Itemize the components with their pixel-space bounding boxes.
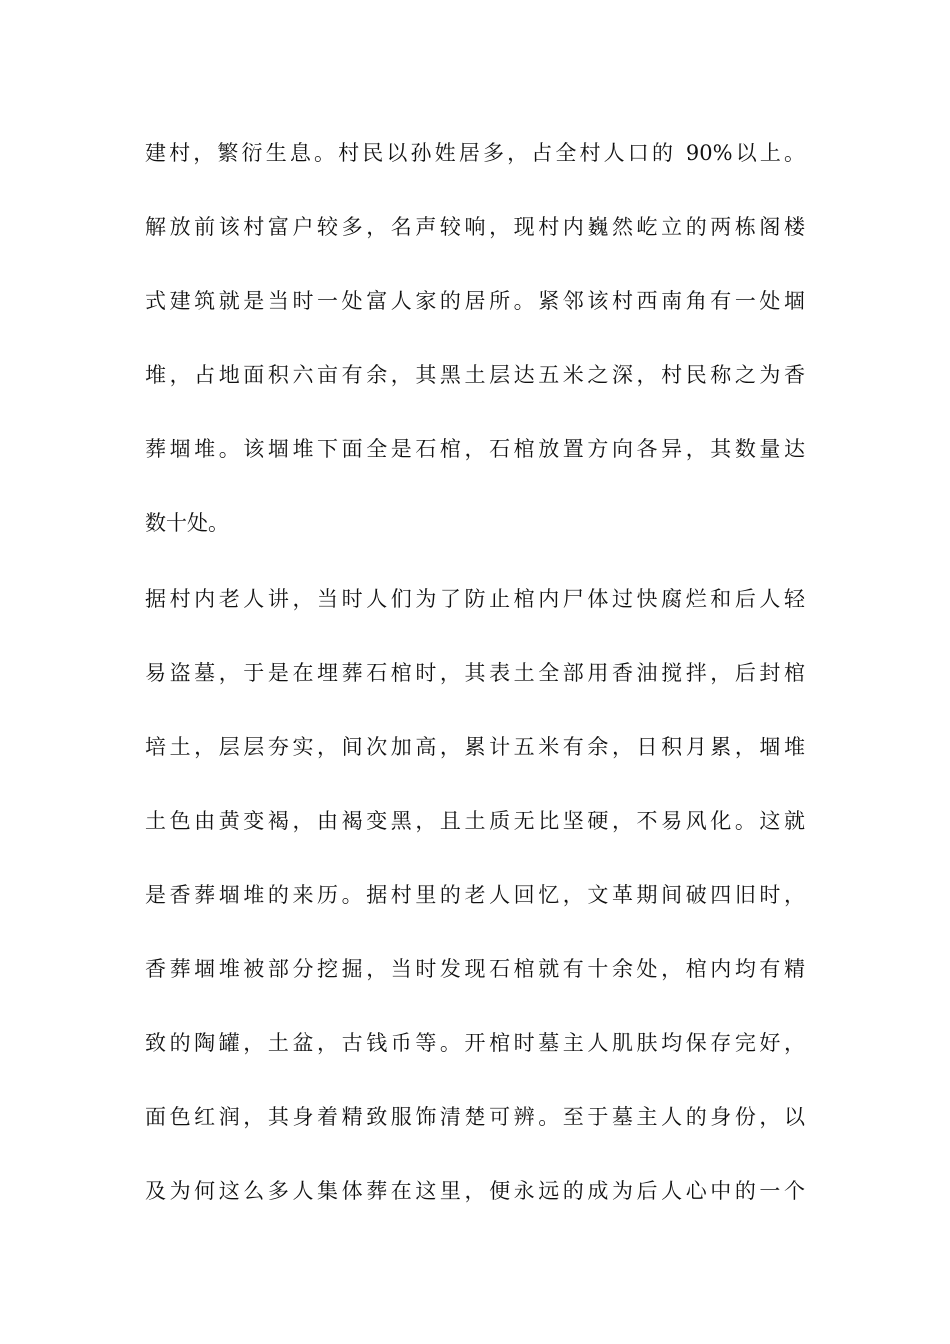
text-line: 葬堌堆。该堌堆下面全是石棺，石棺放置方向各异，其数量达	[145, 437, 805, 461]
text-line: 土色由黄变褐，由褐变黑，且土质无比坚硬，不易风化。这就	[145, 809, 805, 833]
text-line: 面色红润，其身着精致服饰清楚可辨。至于墓主人的身份，以	[145, 1105, 805, 1129]
text-line: 及为何这么多人集体葬在这里，便永远的成为后人心中的一个	[145, 1179, 805, 1203]
text-line: 香葬堌堆被部分挖掘，当时发现石棺就有十余处，棺内均有精	[145, 957, 805, 981]
text-line: 易盗墓，于是在埋葬石棺时，其表土全部用香油搅拌，后封棺	[145, 661, 805, 685]
text-line: 培土，层层夯实，间次加高，累计五米有余，日积月累，堌堆	[145, 735, 805, 759]
text-line: 解放前该村富户较多，名声较响，现村内巍然屹立的两栋阁楼	[145, 215, 805, 239]
text-line: 堆，占地面积六亩有余，其黑土层达五米之深，村民称之为香	[145, 363, 805, 387]
text-line: 建村，繁衍生息。村民以孙姓居多，占全村人口的 90%以上。	[145, 141, 805, 165]
text-line: 致的陶罐，土盆，古钱币等。开棺时墓主人肌肤均保存完好，	[145, 1031, 805, 1055]
text-line: 数十处。	[145, 511, 229, 535]
text-line: 据村内老人讲，当时人们为了防止棺内尸体过快腐烂和后人轻	[145, 587, 805, 611]
text-line: 式建筑就是当时一处富人家的居所。紧邻该村西南角有一处堌	[145, 289, 805, 313]
text-line: 是香葬堌堆的来历。据村里的老人回忆，文革期间破四旧时，	[145, 883, 805, 907]
